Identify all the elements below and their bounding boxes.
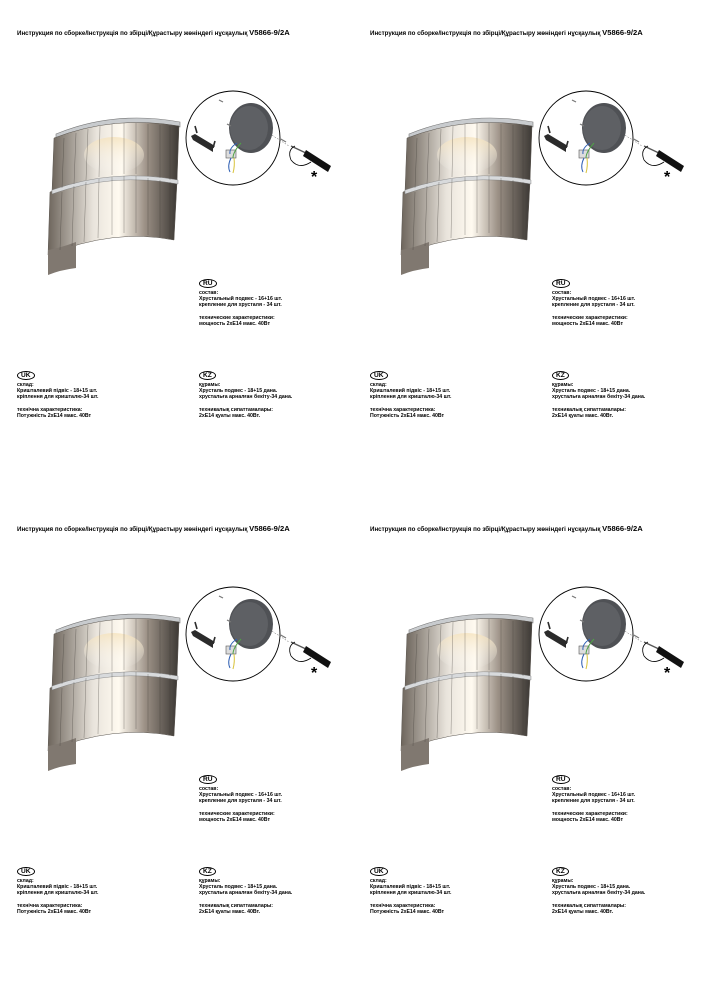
asterisk-marker: * [664,665,671,682]
uk-line: технічна характеристика: [370,902,436,909]
uk-block [17,867,98,915]
asterisk-marker: * [664,169,671,186]
kz-line: Хрусталь подвес - 18+15 дана. [552,884,631,891]
uk-line: кріплення для кришталю-34 шт. [370,394,452,401]
uk-line: кріплення для кришталю-34 шт. [17,394,99,401]
kz-line: хрустальға арналған бекіту-34 дана. [552,890,646,897]
kz-line: Хрусталь подвес - 18+15 дана. [199,388,278,395]
lamp-photo [397,596,537,771]
assembly-diagram [536,584,691,684]
kz-line: техникалық сипаттамалары: [552,406,627,413]
model-number: V5866-9/2A [602,28,643,37]
ru-line: состав: [199,290,219,296]
uk-block [370,371,451,419]
ru-line: крепление для хрусталя - 34 шт. [199,798,282,805]
kz-line: 2хЕ14 қуаты макс. 40Вт. [199,412,261,419]
instruction-title [370,524,643,533]
uk-badge: UK [370,867,388,876]
ru-badge: RU [199,775,217,784]
ru-line: состав: [199,786,219,792]
kz-line: құрамы: [199,878,221,884]
uk-block [370,867,451,915]
kz-block [199,867,292,915]
kz-block [552,867,645,915]
kz-line: хрустальға арналған бекіту-34 дана. [552,394,646,401]
uk-line: Потужність 2хЕ14 макс. 40Вт [17,412,92,419]
ru-line: Хрустальный подвес - 16+16 шт. [552,296,636,303]
assembly-diagram [183,88,338,188]
ru-block [552,279,635,327]
uk-line: склад: [370,382,387,388]
instruction-title [17,28,290,37]
lamp-photo [44,596,184,771]
title-text: Инструкция по сборке/Інструкція по збірці/Құрастыру жөніндегі нұсқаулық [370,526,601,533]
lamp-photo [397,100,537,275]
uk-line: склад: [17,382,34,388]
kz-line: құрамы: [552,382,574,388]
assembly-diagram [183,584,338,684]
ru-line: мощность 2хЕ14 макс. 40Вт [552,816,623,823]
kz-block [552,371,645,419]
uk-line: Кришталевий підвіс - 18+15 шт. [17,884,98,891]
ru-badge: RU [552,279,570,288]
kz-badge: KZ [552,867,569,876]
uk-line: кріплення для кришталю-34 шт. [17,890,99,897]
kz-badge: KZ [552,371,569,380]
assembly-diagram [536,88,691,188]
model-number: V5866-9/2A [602,524,643,533]
ru-line: крепление для хрусталя - 34 шт. [552,798,635,805]
instruction-title [370,28,643,37]
ru-line: мощность 2хЕ14 макс. 40Вт [199,816,270,823]
ru-line: мощность 2хЕ14 макс. 40Вт [552,320,623,327]
ru-line: состав: [552,290,572,296]
uk-line: Потужність 2хЕ14 макс. 40Вт [370,412,445,419]
ru-line: крепление для хрусталя - 34 шт. [199,302,282,309]
ru-line: технические характеристики: [552,810,628,817]
kz-line: құрамы: [199,382,221,388]
kz-line: хрустальға арналған бекіту-34 дана. [199,890,293,897]
ru-line: Хрустальный подвес - 16+16 шт. [199,296,283,303]
title-text: Инструкция по сборке/Інструкція по збірці/Құрастыру жөніндегі нұсқаулық [370,30,601,37]
uk-line: склад: [370,878,387,884]
kz-line: 2хЕ14 қуаты макс. 40Вт. [552,908,614,915]
kz-block [199,371,292,419]
uk-line: Кришталевий підвіс - 18+15 шт. [370,884,451,891]
kz-line: хрустальға арналған бекіту-34 дана. [199,394,293,401]
instruction-card [0,496,353,996]
uk-badge: UK [17,867,35,876]
uk-line: Кришталевий підвіс - 18+15 шт. [17,388,98,395]
uk-line: склад: [17,878,34,884]
ru-block [199,279,282,327]
kz-line: техникалық сипаттамалары: [552,902,627,909]
uk-line: технічна характеристика: [17,406,83,413]
kz-badge: KZ [199,867,216,876]
ru-line: Хрустальный подвес - 16+16 шт. [552,792,636,799]
ru-line: Хрустальный подвес - 16+16 шт. [199,792,283,799]
asterisk-marker: * [311,665,318,682]
kz-line: 2хЕ14 қуаты макс. 40Вт. [552,412,614,419]
uk-line: Потужність 2хЕ14 макс. 40Вт [370,908,445,915]
ru-badge: RU [199,279,217,288]
ru-block [552,775,635,823]
uk-line: технічна характеристика: [17,902,83,909]
ru-line: состав: [552,786,572,792]
ru-line: технические характеристики: [199,810,275,817]
kz-line: құрамы: [552,878,574,884]
instruction-card [353,0,706,500]
uk-badge: UK [370,371,388,380]
title-text: Инструкция по сборке/Інструкція по збірці/Құрастыру жөніндегі нұсқаулық [17,30,248,37]
uk-badge: UK [17,371,35,380]
kz-line: Хрусталь подвес - 18+15 дана. [199,884,278,891]
ru-badge: RU [552,775,570,784]
instruction-title [17,524,290,533]
kz-line: Хрусталь подвес - 18+15 дана. [552,388,631,395]
uk-line: Потужність 2хЕ14 макс. 40Вт [17,908,92,915]
title-text: Инструкция по сборке/Інструкція по збірці/Құрастыру жөніндегі нұсқаулық [17,526,248,533]
model-number: V5866-9/2A [249,28,290,37]
uk-line: кріплення для кришталю-34 шт. [370,890,452,897]
uk-block [17,371,98,419]
kz-line: техникалық сипаттамалары: [199,902,274,909]
model-number: V5866-9/2A [249,524,290,533]
kz-line: 2хЕ14 қуаты макс. 40Вт. [199,908,261,915]
kz-badge: KZ [199,371,216,380]
ru-line: крепление для хрусталя - 34 шт. [552,302,635,309]
uk-line: технічна характеристика: [370,406,436,413]
lamp-photo [44,100,184,275]
ru-line: технические характеристики: [552,314,628,321]
ru-line: мощность 2хЕ14 макс. 40Вт [199,320,270,327]
instruction-card [353,496,706,996]
asterisk-marker: * [311,169,318,186]
instruction-card [0,0,353,500]
ru-block [199,775,282,823]
kz-line: техникалық сипаттамалары: [199,406,274,413]
uk-line: Кришталевий підвіс - 18+15 шт. [370,388,451,395]
ru-line: технические характеристики: [199,314,275,321]
